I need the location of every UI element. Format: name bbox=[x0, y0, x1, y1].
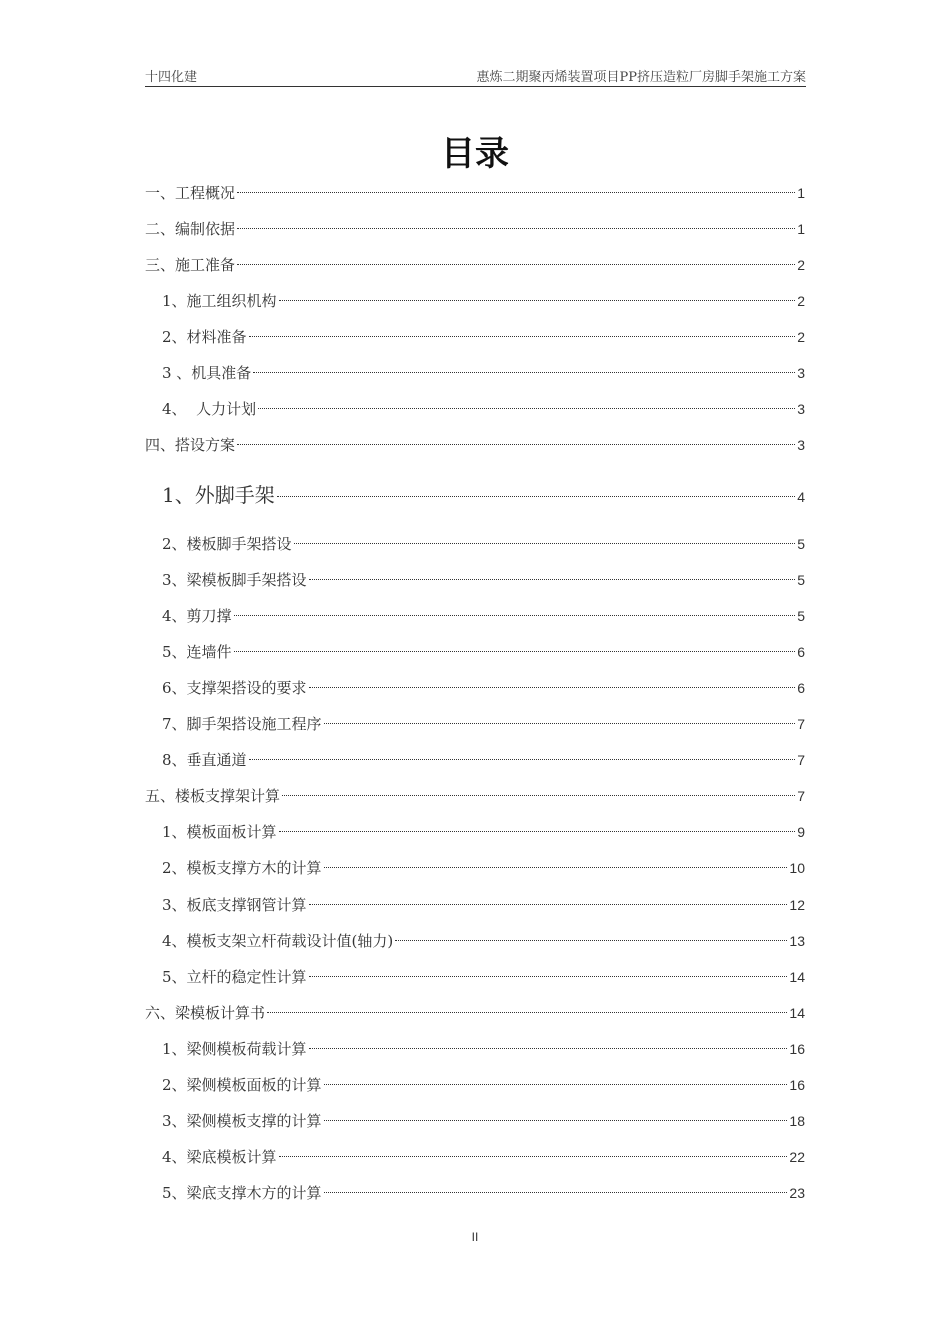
toc-item[interactable] bbox=[145, 434, 805, 456]
header-document-title: 惠炼二期聚丙烯装置项目PP挤压造粒厂房脚手架施工方案 bbox=[476, 70, 806, 85]
toc-item[interactable] bbox=[162, 484, 805, 506]
toc-item-page: 2 bbox=[797, 329, 805, 345]
toc-leader-dots bbox=[249, 336, 796, 337]
toc-item[interactable] bbox=[162, 641, 805, 663]
toc-item-label: 3 、机具准备 bbox=[162, 364, 252, 382]
toc-leader-dots bbox=[395, 940, 787, 941]
page-header bbox=[145, 66, 806, 87]
toc-item-page: 3 bbox=[797, 365, 805, 381]
toc-item-label: 3、板底支撑钢管计算 bbox=[162, 896, 307, 914]
toc-item-page: 23 bbox=[789, 1185, 805, 1201]
toc-item[interactable] bbox=[162, 857, 805, 879]
toc-leader-dots bbox=[267, 1012, 787, 1013]
toc-item-page: 3 bbox=[797, 401, 805, 417]
toc-item-page: 1 bbox=[797, 221, 805, 237]
toc-leader-dots bbox=[294, 543, 796, 544]
toc-item-label: 6、支撑架搭设的要求 bbox=[162, 679, 307, 697]
toc-item-page: 18 bbox=[789, 1113, 805, 1129]
toc-leader-dots bbox=[309, 904, 788, 905]
toc-item[interactable] bbox=[162, 1038, 805, 1060]
toc-item-page: 7 bbox=[797, 752, 805, 768]
toc-item[interactable] bbox=[162, 605, 805, 627]
toc-leader-dots bbox=[249, 759, 796, 760]
toc-item[interactable] bbox=[145, 218, 805, 240]
toc-leader-dots bbox=[253, 372, 795, 373]
toc-leader-dots bbox=[324, 723, 796, 724]
toc-item-page: 6 bbox=[797, 644, 805, 660]
toc-item[interactable] bbox=[145, 1002, 805, 1024]
toc-leader-dots bbox=[237, 444, 795, 445]
toc-item-page: 14 bbox=[789, 969, 805, 985]
toc-leader-dots bbox=[309, 1048, 788, 1049]
toc-item-page: 3 bbox=[797, 437, 805, 453]
toc-item-page: 10 bbox=[789, 860, 805, 876]
toc-item-page: 12 bbox=[789, 897, 805, 913]
toc-item-label: 1、外脚手架 bbox=[162, 483, 275, 507]
toc-item-label: 3、梁侧模板支撑的计算 bbox=[162, 1112, 322, 1130]
toc-leader-dots bbox=[277, 496, 795, 497]
toc-leader-dots bbox=[237, 228, 795, 229]
toc-item-page: 16 bbox=[789, 1077, 805, 1093]
toc-item-label: 4、 人力计划 bbox=[162, 400, 257, 418]
toc-item-page: 2 bbox=[797, 257, 805, 273]
toc-leader-dots bbox=[279, 831, 796, 832]
toc-item-label: 三、施工准备 bbox=[145, 256, 236, 274]
toc-item[interactable] bbox=[145, 254, 805, 276]
toc-item-label: 7、脚手架搭设施工程序 bbox=[162, 715, 322, 733]
toc-item-label: 5、立杆的稳定性计算 bbox=[162, 968, 307, 986]
toc-leader-dots bbox=[324, 867, 788, 868]
toc-item-page: 5 bbox=[797, 536, 805, 552]
toc-leader-dots bbox=[237, 192, 795, 193]
toc-item[interactable] bbox=[162, 677, 805, 699]
toc-item-page: 5 bbox=[797, 572, 805, 588]
toc-item-label: 4、梁底模板计算 bbox=[162, 1148, 277, 1166]
toc-item-label: 1、模板面板计算 bbox=[162, 823, 277, 841]
toc-item-label: 3、梁模板脚手架搭设 bbox=[162, 571, 307, 589]
toc-item-label: 2、材料准备 bbox=[162, 328, 247, 346]
toc-leader-dots bbox=[234, 615, 796, 616]
toc-item-label: 1、施工组织机构 bbox=[162, 292, 277, 310]
toc-leader-dots bbox=[279, 1156, 788, 1157]
toc-item[interactable] bbox=[162, 749, 805, 771]
toc-item-label: 2、楼板脚手架搭设 bbox=[162, 535, 292, 553]
toc-item-label: 2、梁侧模板面板的计算 bbox=[162, 1076, 322, 1094]
toc-item-page: 6 bbox=[797, 680, 805, 696]
toc-item[interactable] bbox=[145, 182, 805, 204]
toc-leader-dots bbox=[324, 1084, 788, 1085]
toc-item[interactable] bbox=[162, 398, 805, 420]
toc-item-label: 五、楼板支撑架计算 bbox=[145, 787, 281, 805]
toc-item-label: 二、编制依据 bbox=[145, 220, 236, 238]
toc-item-page: 22 bbox=[789, 1149, 805, 1165]
toc-item[interactable] bbox=[162, 290, 805, 312]
toc-leader-dots bbox=[279, 300, 796, 301]
toc-item[interactable] bbox=[162, 1074, 805, 1096]
toc-item-label: 5、梁底支撑木方的计算 bbox=[162, 1184, 322, 1202]
toc-item-label: 8、垂直通道 bbox=[162, 751, 247, 769]
toc-item-page: 5 bbox=[797, 608, 805, 624]
toc-item[interactable] bbox=[162, 821, 805, 843]
toc-item-page: 16 bbox=[789, 1041, 805, 1057]
toc-item-page: 1 bbox=[797, 185, 805, 201]
toc-item-label: 2、模板支撑方木的计算 bbox=[162, 859, 322, 877]
toc-item-page: 14 bbox=[789, 1005, 805, 1021]
toc-leader-dots bbox=[258, 408, 795, 409]
toc-item-page: 7 bbox=[797, 788, 805, 804]
toc-item-label: 一、工程概况 bbox=[145, 184, 236, 202]
toc-item-label: 4、剪刀撑 bbox=[162, 607, 232, 625]
toc-leader-dots bbox=[234, 651, 796, 652]
toc-item[interactable] bbox=[162, 1110, 805, 1132]
toc-item[interactable] bbox=[162, 713, 805, 735]
toc-leader-dots bbox=[324, 1192, 788, 1193]
toc-item[interactable] bbox=[162, 1146, 805, 1168]
toc-item[interactable] bbox=[162, 966, 805, 988]
toc-leader-dots bbox=[282, 795, 795, 796]
page-number: II bbox=[471, 1230, 479, 1244]
toc-item[interactable] bbox=[145, 785, 805, 807]
toc-item[interactable] bbox=[162, 894, 805, 916]
toc-leader-dots bbox=[309, 976, 788, 977]
toc-item[interactable] bbox=[162, 930, 805, 952]
toc-item-page: 4 bbox=[797, 489, 805, 505]
toc-item-label: 5、连墙件 bbox=[162, 643, 232, 661]
toc-leader-dots bbox=[309, 687, 796, 688]
toc-item-label: 1、梁侧模板荷载计算 bbox=[162, 1040, 307, 1058]
toc-leader-dots bbox=[237, 264, 795, 265]
toc-item-page: 2 bbox=[797, 293, 805, 309]
header-company: 十四化建 bbox=[145, 70, 198, 85]
toc-item-page: 7 bbox=[797, 716, 805, 732]
toc-item[interactable] bbox=[162, 569, 805, 591]
toc-item[interactable] bbox=[162, 1182, 805, 1204]
toc-leader-dots bbox=[324, 1120, 788, 1121]
toc-item-page: 9 bbox=[797, 824, 805, 840]
toc-item[interactable] bbox=[162, 533, 805, 555]
toc-item-label: 四、搭设方案 bbox=[145, 436, 236, 454]
toc-item[interactable] bbox=[162, 362, 805, 384]
toc-item[interactable] bbox=[162, 326, 805, 348]
toc-item-page: 13 bbox=[789, 933, 805, 949]
toc-item-label: 4、模板支架立杆荷载设计值(轴力) bbox=[162, 932, 394, 950]
page-title: 目录 bbox=[441, 134, 509, 174]
toc-leader-dots bbox=[309, 579, 796, 580]
toc-item-label: 六、梁模板计算书 bbox=[145, 1004, 266, 1022]
